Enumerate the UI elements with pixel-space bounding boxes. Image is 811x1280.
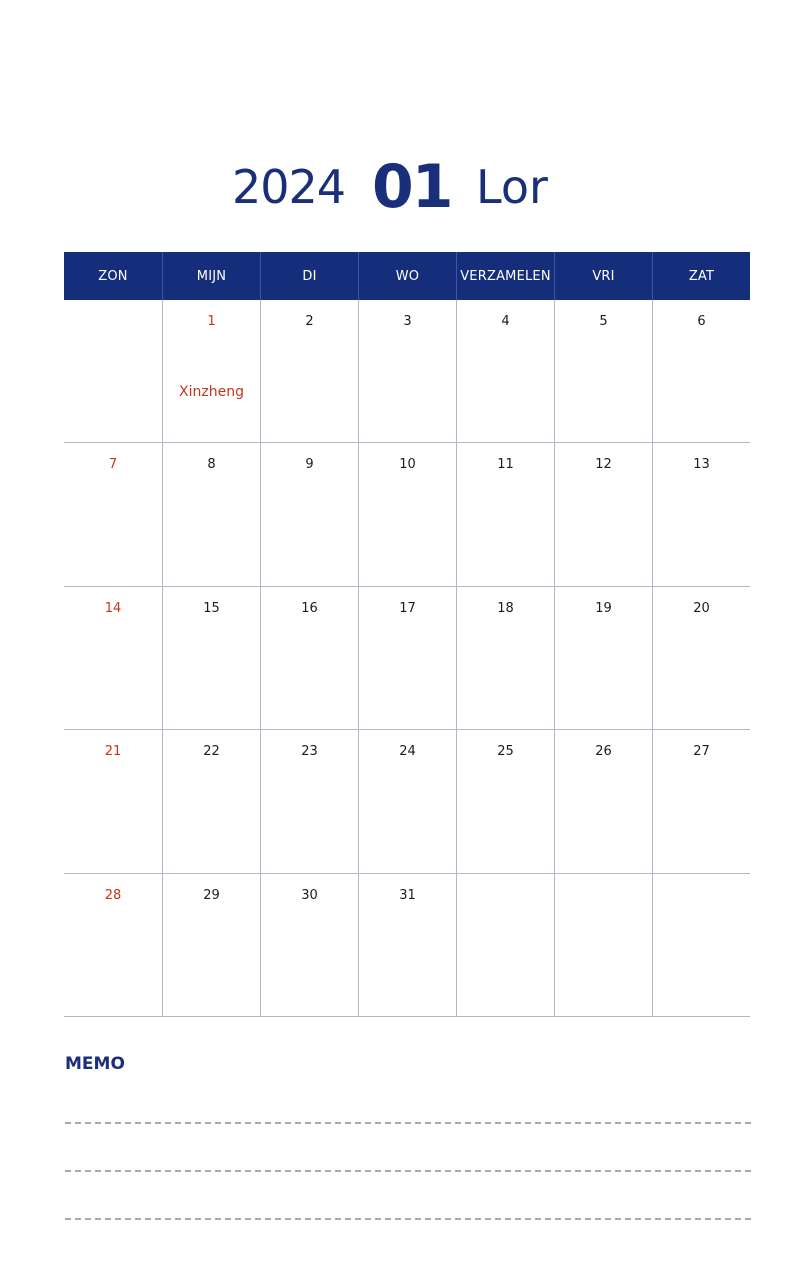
- month-calendar: [64, 252, 750, 1017]
- day-cell[interactable]: [162, 874, 260, 1017]
- day-number: 18: [497, 600, 514, 616]
- memo-line[interactable]: [65, 1122, 751, 1124]
- weekday-sat: ZAT: [652, 252, 750, 300]
- day-number: 27: [693, 744, 710, 760]
- day-cell[interactable]: [358, 443, 456, 586]
- weekday-header: [64, 252, 750, 300]
- day-cell[interactable]: [652, 587, 750, 730]
- day-cell[interactable]: [456, 587, 554, 730]
- day-cell[interactable]: [358, 730, 456, 873]
- day-number: 7: [108, 457, 118, 473]
- day-cell[interactable]: [554, 443, 652, 586]
- day-cell[interactable]: [456, 730, 554, 873]
- day-cell[interactable]: [554, 730, 652, 873]
- day-cell[interactable]: [64, 874, 162, 1017]
- day-cell[interactable]: [456, 874, 554, 1017]
- day-number: 20: [693, 600, 710, 616]
- day-number: 28: [104, 887, 122, 903]
- day-number: 29: [203, 887, 220, 903]
- day-cell[interactable]: [358, 874, 456, 1017]
- title-month-number: 01: [372, 152, 452, 222]
- day-cell[interactable]: [260, 587, 358, 730]
- day-cell[interactable]: [260, 874, 358, 1017]
- day-number: 4: [501, 314, 510, 329]
- day-cell[interactable]: [652, 300, 750, 443]
- day-number: 3: [403, 314, 412, 329]
- day-number: 15: [203, 600, 220, 616]
- weekday-sun: ZON: [98, 268, 128, 284]
- weekday-wed: WO: [358, 252, 456, 300]
- day-number: 2: [305, 314, 314, 329]
- day-cell[interactable]: [358, 300, 456, 443]
- title-month-name: Lor: [476, 160, 548, 214]
- day-cell[interactable]: [652, 874, 750, 1017]
- day-cell[interactable]: [162, 443, 260, 586]
- day-cell[interactable]: [554, 300, 652, 443]
- memo-line[interactable]: [65, 1170, 751, 1172]
- day-number: 8: [207, 457, 216, 473]
- day-number: 11: [497, 457, 514, 473]
- weekday-thu: VERZAMELEN: [456, 252, 554, 300]
- day-number: 31: [399, 887, 416, 903]
- day-cell[interactable]: [652, 443, 750, 586]
- day-cell[interactable]: [64, 730, 162, 873]
- calendar-title: [0, 150, 811, 230]
- day-number: 19: [595, 600, 612, 616]
- day-number: 30: [301, 887, 318, 903]
- day-cell[interactable]: [456, 300, 554, 443]
- day-cell[interactable]: [260, 443, 358, 586]
- holiday-label: Xinzheng: [179, 384, 244, 400]
- day-cell[interactable]: [162, 587, 260, 730]
- day-cell[interactable]: [162, 730, 260, 873]
- day-cell[interactable]: [260, 300, 358, 443]
- day-number: 10: [399, 457, 416, 473]
- day-number: 12: [595, 457, 612, 473]
- day-number: 17: [399, 600, 416, 616]
- day-number: 16: [301, 600, 318, 616]
- weekday-mon: MIJN: [162, 252, 260, 300]
- day-cell[interactable]: [456, 443, 554, 586]
- day-cell[interactable]: [64, 300, 162, 443]
- day-number: 1: [207, 314, 216, 329]
- day-cell[interactable]: [162, 300, 260, 443]
- day-number: 13: [693, 457, 710, 473]
- day-number: 24: [399, 744, 416, 760]
- day-cell[interactable]: [652, 730, 750, 873]
- weekday-fri: VRI: [554, 252, 652, 300]
- day-cell[interactable]: [554, 874, 652, 1017]
- day-number: 21: [104, 744, 122, 760]
- memo-label: MEMO: [65, 1054, 125, 1074]
- day-grid: [64, 300, 750, 1017]
- day-cell[interactable]: [64, 443, 162, 586]
- day-number: 5: [599, 314, 608, 329]
- title-year: 2024: [232, 160, 346, 214]
- day-number: 14: [104, 600, 122, 616]
- day-number: 23: [301, 744, 318, 760]
- day-number: 22: [203, 744, 220, 760]
- memo-line[interactable]: [65, 1218, 751, 1220]
- weekday-tue: DI: [260, 252, 358, 300]
- day-cell[interactable]: [260, 730, 358, 873]
- day-cell[interactable]: [64, 587, 162, 730]
- day-number: 9: [305, 457, 314, 473]
- day-number: 6: [697, 314, 706, 329]
- day-number: 26: [595, 744, 612, 760]
- day-number: 25: [497, 744, 514, 760]
- day-cell[interactable]: [358, 587, 456, 730]
- day-cell[interactable]: [554, 587, 652, 730]
